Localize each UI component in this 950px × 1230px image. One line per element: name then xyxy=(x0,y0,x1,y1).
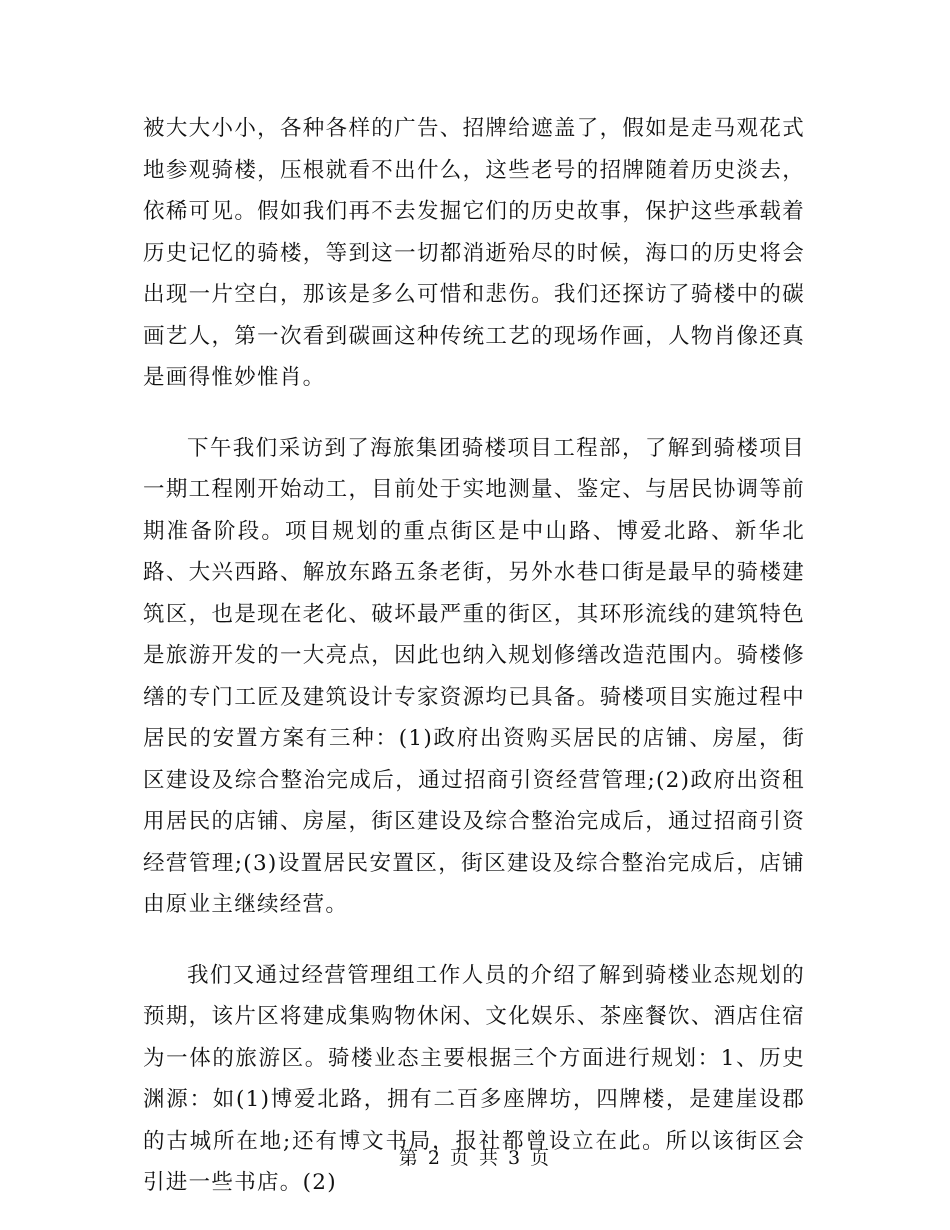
document-body xyxy=(143,108,805,1204)
paragraph-gap xyxy=(143,399,805,428)
paragraph-project-department: 下午我们采访到了海旅集团骑楼项目工程部，了解到骑楼项目一期工程刚开始动工，目前处于实地测量、鉴定、与居民协调等前期准备阶段。项目规划的重点街区是中山路、博爱北路、新华北路、大兴西路、解放东路五条老街，另外水巷口街是最早的骑楼建筑区，也是现在老化、破坏最严重的街区，其环形流线的建筑特色是旅游开发的一大亮点，因此也纳入规划修缮改造范围内。骑楼修缮的专门工匠及建筑设计专家资源均已具备。骑楼项目实施过程中居民的安置方案有三种：(1)政府出资购买居民的店铺、房屋，街区建设及综合整治完成后，通过招商引资经营管理;(2)政府出资租用居民的店铺、房屋，街区建设及综合整治完成后，通过招商引资经营管理;(3)设置居民安置区，街区建设及综合整治完成后，店铺由原业主继续经营。 xyxy=(143,435,805,917)
paragraph-business-planning: 我们又通过经营管理组工作人员的介绍了解到骑楼业态规划的预期，该片区将建成集购物休闲、文化娱乐、茶座餐饮、酒店住宿为一体的旅游区。骑楼业态主要根据三个方面进行规划：1、历史渊源：如(1)博爱北路，拥有二百多座牌坊，四牌楼，是建崖设郡的古城所在地;还有博文书局，报社都曾设立在此。所以该街区会引进一些书店。(2) xyxy=(143,962,805,1195)
page-footer: 第 2 页 共 3 页 xyxy=(398,1147,552,1169)
paragraph-continuation: 被大大小小，各种各样的广告、招牌给遮盖了，假如是走马观花式地参观骑楼，压根就看不出什么，这些老号的招牌随着历史淡去，依稀可见。假如我们再不去发掘它们的历史故事，保护这些承载着历史记忆的骑楼，等到这一切都消逝殆尽的时候，海口的历史将会出现一片空白，那该是多么可惜和悲伤。我们还探访了骑楼中的碳画艺人，第一次看到碳画这种传统工艺的现场作画，人物肖像还真是画得惟妙惟肖。 xyxy=(143,116,805,390)
paragraph-gap xyxy=(143,926,805,955)
